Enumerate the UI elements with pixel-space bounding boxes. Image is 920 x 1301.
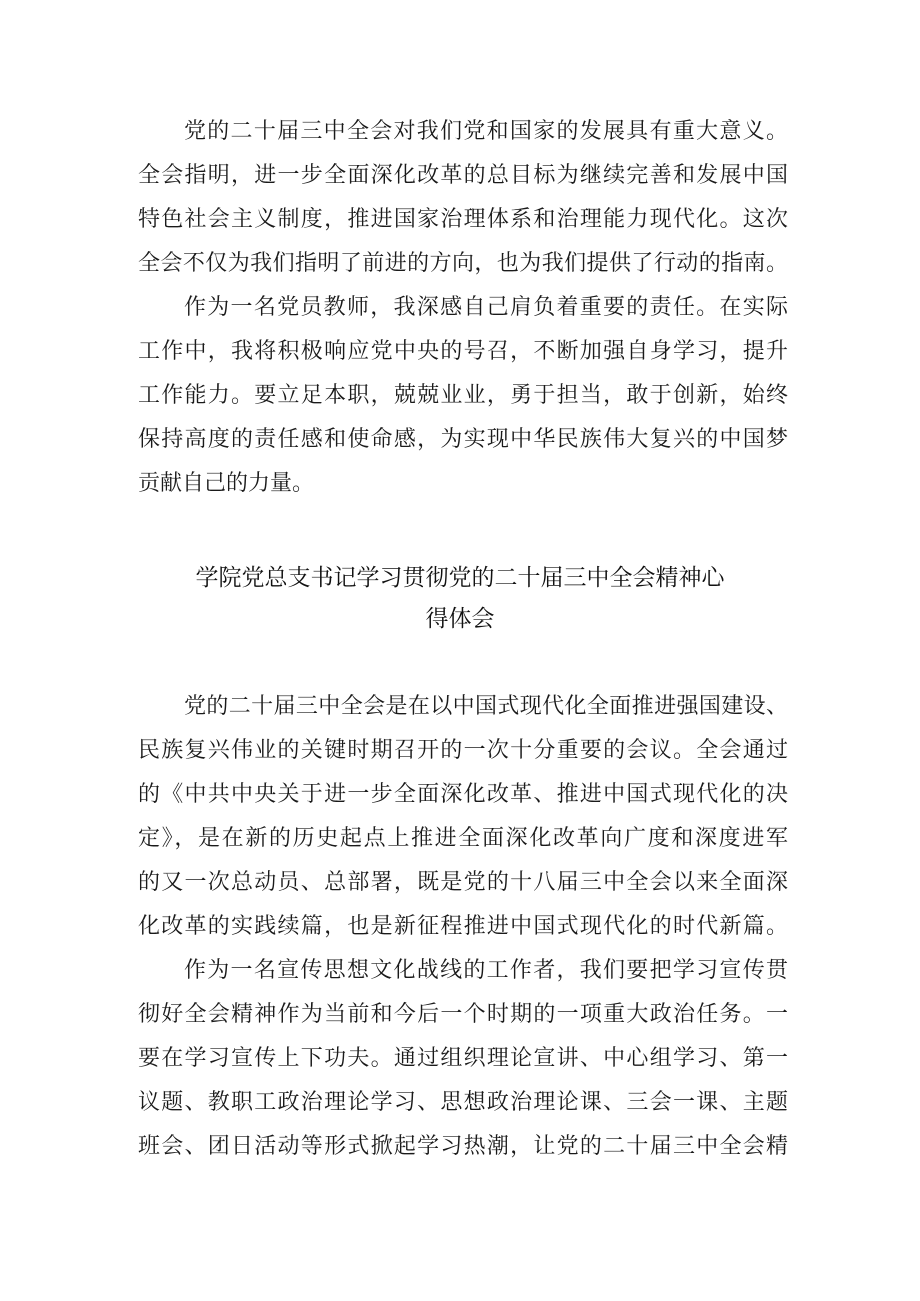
paragraph-line: 贡献自己的力量。 xyxy=(138,471,315,496)
paragraph-line: 工作中，我将积极响应党中央的号召，不断加强自身学习，提升 xyxy=(138,339,788,364)
paragraph-line: 特色社会主义制度，推进国家治理体系和治理能力现代化。这次 xyxy=(138,207,788,232)
paragraph-line: 工作能力。要立足本职，兢兢业业，勇于担当，敢于创新，始终 xyxy=(138,383,788,408)
paragraph-line: 要在学习宣传上下功夫。通过组织理论宣讲、中心组学习、第一 xyxy=(138,1046,788,1071)
paragraph-line: 民族复兴伟业的关键时期召开的一次十分重要的会议。全会通过 xyxy=(138,738,788,763)
paragraph-line: 全会指明，进一步全面深化改革的总目标为继续完善和发展中国 xyxy=(138,163,788,188)
paragraph-line: 作为一名宣传思想文化战线的工作者，我们要把学习宣传贯 xyxy=(184,958,788,983)
article-title-line-1: 学院党总支书记学习贯彻党的二十届三中全会精神心 xyxy=(195,565,725,591)
paragraph-line: 保持高度的责任感和使命感，为实现中华民族伟大复兴的中国梦 xyxy=(138,427,788,452)
paragraph-line: 的又一次总动员、总部署，既是党的十八届三中全会以来全面深 xyxy=(138,870,788,895)
paragraph-line: 定》，是在新的历史起点上推进全面深化改革向广度和深度进军 xyxy=(138,826,788,851)
paragraph-line: 作为一名党员教师，我深感自己肩负着重要的责任。在实际 xyxy=(184,295,788,320)
paragraph-line: 党的二十届三中全会对我们党和国家的发展具有重大意义。 xyxy=(184,119,788,144)
paragraph-line: 彻好全会精神作为当前和今后一个时期的一项重大政治任务。一 xyxy=(138,1002,788,1027)
article-title-line-2: 得体会 xyxy=(425,606,495,632)
paragraph-line: 党的二十届三中全会是在以中国式现代化全面推进强国建设、 xyxy=(184,694,788,719)
paragraph-line: 全会不仅为我们指明了前进的方向，也为我们提供了行动的指南。 xyxy=(138,251,788,276)
paragraph-line: 议题、教职工政治理论学习、思想政治理论课、三会一课、主题 xyxy=(138,1090,788,1115)
paragraph-line: 化改革的实践续篇，也是新征程推进中国式现代化的时代新篇。 xyxy=(138,914,788,939)
paragraph-line: 的《中共中央关于进一步全面深化改革、推进中国式现代化的决 xyxy=(138,782,788,807)
paragraph-line: 班会、团日活动等形式掀起学习热潮，让党的二十届三中全会精 xyxy=(138,1134,788,1159)
